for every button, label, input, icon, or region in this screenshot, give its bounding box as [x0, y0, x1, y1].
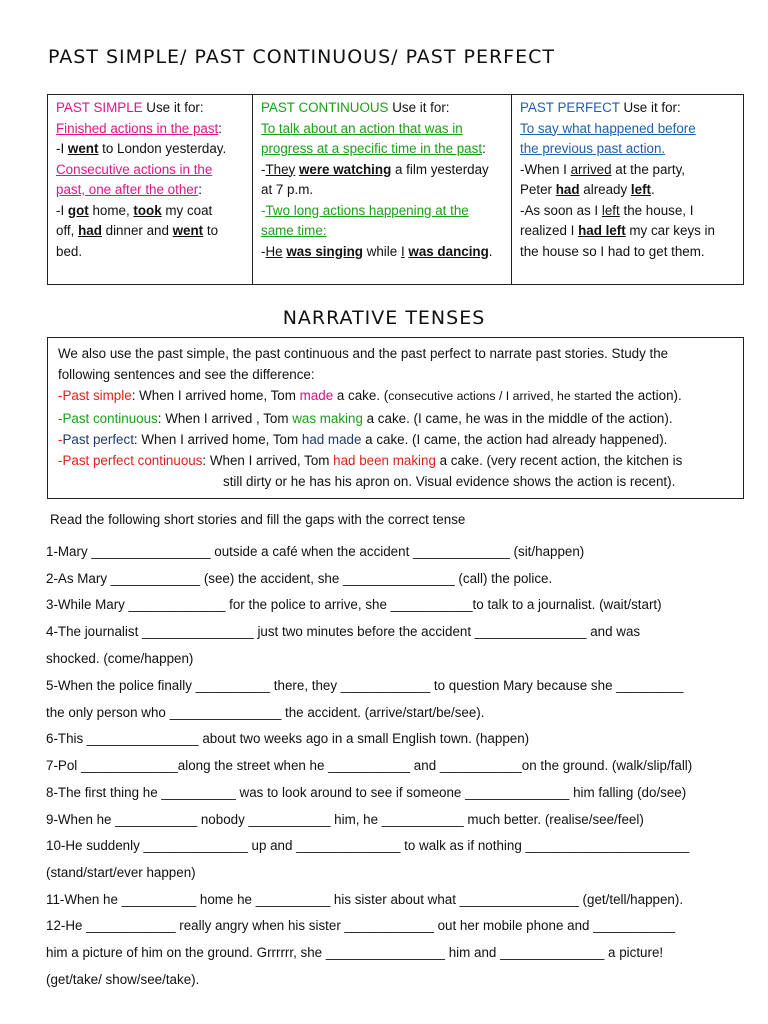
intro-line: following sentences and see the difference: [58, 367, 315, 383]
tense-name: Past continuous [62, 410, 158, 426]
worksheet-title: PAST SIMPLE/ PAST CONTINUOUS/ PAST PERFECT [48, 46, 555, 68]
past-continuous-heading: PAST CONTINUOUS [261, 100, 389, 115]
verb: had [555, 182, 580, 197]
example-text: home, [88, 202, 134, 218]
tense-name: Past simple [62, 388, 132, 404]
past-perfect-example: -Past perfect: When I arrived home, Tom had made a cake. (I came, the action had already happened). [58, 431, 668, 447]
past-simple-use-2b: past, one after the other [56, 182, 199, 197]
verb: had made [301, 431, 362, 447]
example-text: Peter [520, 182, 556, 197]
example-text: dinner and [101, 223, 173, 238]
past-simple-heading: PAST SIMPLE [56, 100, 143, 115]
past-continuous-use-2b: same time: [261, 223, 327, 238]
tense-name: Past perfect continuous [62, 453, 203, 469]
verb: took [133, 202, 162, 218]
exercise-line: (stand/start/ever happen) [46, 865, 196, 880]
example-text: a film yesterday [391, 161, 489, 177]
instructions: Read the following short stories and fill the gaps with the correct tense [50, 512, 466, 527]
example-text: already [579, 182, 631, 197]
exercise-line: 11-When he __________ home he __________ his sister about what ________________ (get/tell/happen). [46, 892, 684, 907]
exercise-line: 6-This _______________ about two weeks ago in a small English town. (happen) [46, 731, 530, 746]
example-text: to [203, 223, 219, 238]
subject: He [265, 243, 283, 259]
exercise-line: 9-When he ___________ nobody ___________ him, he ___________ much better. (realise/see/feel) [46, 812, 644, 827]
exercise-line: 5-When the police finally __________ there, they ____________ to question Mary because she _________ [46, 678, 684, 693]
example-text: . [651, 182, 655, 197]
verb: left [601, 202, 620, 218]
example-text: while [362, 243, 401, 259]
past-simple-use-2a: Consecutive actions in the [56, 161, 213, 177]
example-text: -As soon as I [520, 202, 602, 218]
exercise-line: 10-He suddenly ______________ up and ______________ to walk as if nothing ______________________ [46, 838, 690, 853]
past-perfect-use-1a: To say what happened before [520, 120, 696, 136]
exercise-line: (get/take/ show/see/take). [46, 972, 200, 987]
past-perfect-heading: PAST PERFECT [520, 100, 620, 115]
exercise-line: the only person who _______________ the accident. (arrive/start/be/see). [46, 705, 485, 720]
example-text: -When I [520, 161, 571, 177]
verb: had been making [333, 453, 436, 469]
exercise-line: 3-While Mary _____________ for the police to arrive, she ___________to talk to a journalist. (wait/start) [46, 597, 662, 612]
past-simple-example: -Past simple: When I arrived home, Tom made a cake. (consecutive actions / I arrived, he started the action). [58, 388, 682, 404]
example-text: . [488, 243, 493, 259]
verb: arrived [570, 161, 612, 177]
example-text: at 7 p.m. [261, 182, 314, 197]
past-perfect-use-1b: the previous past action. [520, 141, 666, 156]
tense-usage-table [47, 94, 744, 285]
example-text: to London yesterday. [98, 141, 227, 156]
exercise-line: 7-Pol _____________along the street when he ___________ and ___________on the ground. (walk/slip/fall) [46, 758, 693, 773]
example-text: off, [56, 223, 79, 238]
verb: left [630, 182, 651, 197]
verb: made [299, 388, 334, 404]
example-text: - [261, 161, 266, 177]
verb: was dancing [408, 243, 489, 259]
verb: had [78, 223, 102, 238]
example-text: the house, I [619, 202, 694, 218]
use-label: Use it for: [388, 100, 450, 115]
intro-line: We also use the past simple, the past continuous and the past perfect to narrate past stories. Study the [58, 346, 669, 361]
past-continuous-use-2a: Two long actions happening at the [265, 202, 469, 218]
past-continuous-example: -Past continuous: When I arrived , Tom was making a cake. (I came, he was in the middle of the action). [58, 410, 673, 426]
exercise-line: shocked. (come/happen) [46, 651, 194, 666]
example-text: my coat [161, 202, 213, 218]
verb: went [172, 223, 204, 238]
past-simple-use-1: Finished actions in the past [56, 120, 219, 136]
narrative-explanation-box [47, 337, 744, 499]
example-text: realized I [520, 223, 579, 238]
exercise-line: him a picture of him on the ground. Grrrrrr, she ________________ him and ______________ a picture! [46, 945, 664, 960]
subject: I [400, 243, 405, 259]
exercise-line: 12-He ____________ really angry when his sister ____________ out her mobile phone and ___________ [46, 918, 676, 933]
past-perfect-continuous-example: -Past perfect continuous: When I arrived, Tom had been making a cake. (very recent action, the kitchen is [58, 453, 683, 469]
example-text: - [261, 243, 266, 259]
example-text: at the party, [611, 161, 685, 177]
verb: had left [578, 223, 626, 238]
exercise-line: 2-As Mary ____________ (see) the accident, she _______________ (call) the police. [46, 571, 553, 586]
exercise-line: 8-The first thing he __________ was to look around to see if someone ______________ him falling (do/see) [46, 785, 687, 800]
past-continuous-column: PAST CONTINUOUS Use it for: To talk about an action that was in progress at a specific time in the past: -They were watching a film yesterday at 7 p.m. -Two long actions happening at the same time: -He was singing while I was dancing. [253, 95, 512, 284]
narrative-tenses-heading: NARRATIVE TENSES [282, 307, 486, 329]
verb: was making [292, 410, 363, 426]
verb: was singing [286, 243, 363, 259]
example-text: bed. [56, 243, 83, 259]
past-continuous-use-1b: progress at a specific time in the past [261, 141, 483, 156]
verb: were watching [298, 161, 392, 177]
subject: They [265, 161, 296, 177]
example-text: -I [56, 141, 68, 156]
exercise-line: 4-The journalist _______________ just two minutes before the accident _______________ and was [46, 624, 641, 639]
exercise-line: 1-Mary ________________ outside a café when the accident _____________ (sit/happen) [46, 544, 585, 559]
example-text: -I [56, 202, 68, 218]
example-text: my car keys in [625, 223, 715, 238]
past-simple-column: PAST SIMPLE Use it for: Finished actions in the past: -I went to London yesterday. Consecutive actions in the past, one after the other: -I got home, took my coat off, had dinner and went to bed. [48, 95, 253, 284]
verb: got [67, 202, 89, 218]
past-perfect-column [512, 95, 743, 284]
tense-name: Past perfect [62, 431, 134, 447]
explanation-continuation: still dirty or he has his apron on. Visual evidence shows the action is recent). [223, 474, 676, 490]
past-continuous-use-1a: To talk about an action that was in [261, 120, 463, 136]
use-label: Use it for: [619, 100, 681, 115]
example-text: the house so I had to get them. [520, 243, 705, 259]
verb: went [67, 141, 99, 156]
use-label: Use it for: [142, 100, 204, 115]
